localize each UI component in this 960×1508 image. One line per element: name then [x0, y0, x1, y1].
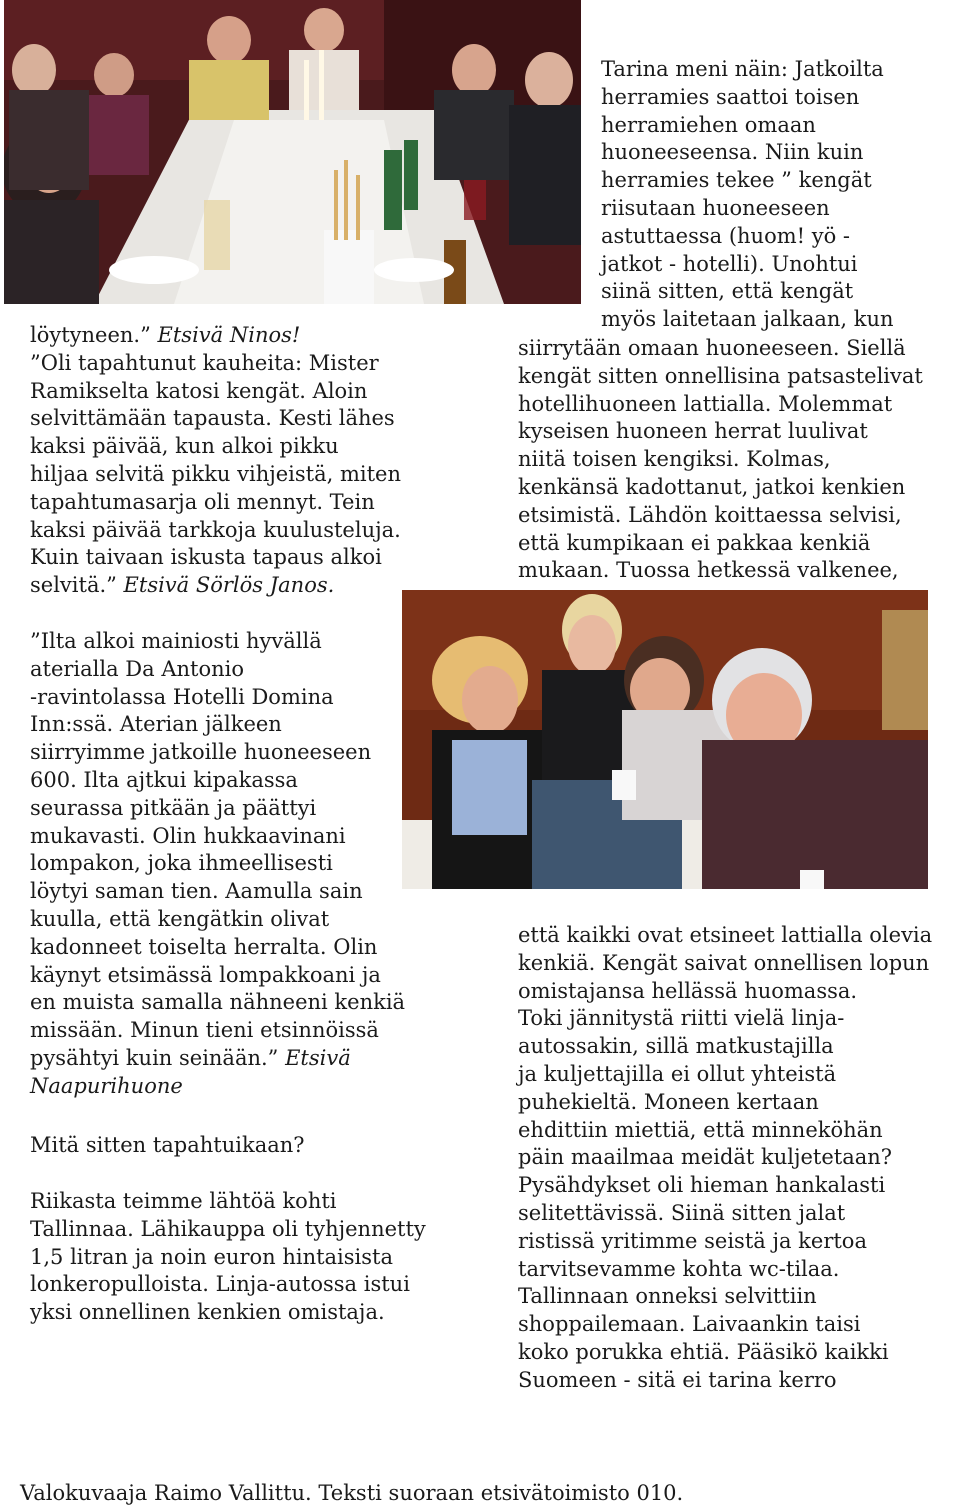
text-line: Pysähdykset oli hieman hankalasti: [518, 1173, 886, 1198]
text-line: etsimistä. Lähdön koittaessa selvisi,: [518, 502, 902, 527]
text-line: ristissä yritimme seistä ja kertoa: [518, 1228, 867, 1253]
photo-dinner-table: [4, 0, 581, 304]
signature: Etsivä Ninos!: [157, 323, 301, 347]
story-intro: [601, 56, 894, 334]
text-line: kyseisen huoneen herrat luulivat: [518, 419, 868, 444]
detective-testimony-1: [30, 322, 401, 600]
text-line: myös laitetaan jalkaan, kun: [601, 307, 894, 332]
text-line: -ravintolassa Hotelli Domina: [30, 684, 334, 709]
text-line: missään. Minun tieni etsinnöissä: [30, 1018, 379, 1043]
text-fragment: löytyneen.”: [30, 323, 158, 347]
text-line: mukavasti. Olin hukkaavinani: [30, 823, 346, 848]
text-line: ehdittiin miettiä, että minneköhän: [518, 1117, 883, 1142]
text-fragment: selvitä.”: [30, 573, 124, 598]
text-line: että kumpikaan ei pakkaa kenkiä: [518, 530, 871, 555]
story-ending: [518, 922, 932, 1395]
text-line: [30, 1045, 405, 1073]
text-line: kenkänsä kadottanut, jatkoi kenkien: [518, 474, 906, 499]
text-line: omistajansa hellässä huomassa.: [518, 978, 858, 1003]
text-line: kaksi päivää tarkkoja kuulusteluja.: [30, 517, 401, 542]
text-line: hotellihuoneen lattialla. Molemmat: [518, 391, 893, 416]
story-continued: [518, 335, 923, 585]
text-line: käynyt etsimässä lompakkoani ja: [30, 962, 381, 987]
text-line: lonkeropulloista. Linja-autossa istui: [30, 1272, 410, 1297]
text-line: huoneeseensa. Niin kuin: [601, 140, 864, 165]
text-line: [30, 322, 401, 350]
text-line: löytyi saman tien. Aamulla sain: [30, 879, 363, 904]
text-line: 600. Ilta ajtkui kipakassa: [30, 767, 298, 792]
text-line: en muista samalla nähneeni kenkiä: [30, 990, 406, 1015]
text-line: kaksi päivää, kun alkoi pikku: [30, 434, 339, 459]
text-line: Tallinnaa. Lähikauppa oli tyhjennetty: [30, 1216, 426, 1241]
text-line: puhekieltä. Moneen kertaan: [518, 1089, 819, 1114]
text-line: hiljaa selvitä pikku vihjeistä, miten: [30, 461, 401, 486]
text-line: Riikasta teimme lähtöä kohti: [30, 1189, 337, 1213]
text-line: kengät sitten onnellisina patsastelivat: [518, 363, 923, 388]
text-line: Toki jännitystä riitti vielä linja-: [518, 1006, 845, 1031]
text-line: Valokuvaaja Raimo Vallittu. Teksti suoraan etsivätoimisto 010.: [20, 1481, 684, 1505]
text-line: shoppailemaan. Laivaankin taisi: [518, 1312, 861, 1337]
group-photo-image: [402, 590, 928, 889]
text-line: siirryimme jatkoille huoneeseen: [30, 740, 372, 765]
text-line: herramies saattoi toisen: [601, 84, 860, 109]
text-line: Kuin taivaan iskusta tapaus alkoi: [30, 545, 382, 570]
trip-paragraph: [30, 1188, 426, 1327]
text-line: ja kuljettajilla ei ollut yhteistä: [518, 1061, 837, 1086]
text-line: siinä sitten, että kengät: [601, 279, 854, 304]
signature: Etsivä: [285, 1045, 351, 1070]
text-line: koko porukka ehtiä. Pääsikö kaikki: [518, 1339, 889, 1364]
text-line: Ramikselta katosi kengät. Aloin: [30, 378, 368, 403]
text-line: niitä toisen kengiksi. Kolmas,: [518, 447, 831, 472]
text-line: tapahtumasarja oli mennyt. Tein: [30, 489, 375, 514]
text-line: astuttaessa (huom! yö -: [601, 223, 851, 248]
text-line: seurassa pitkään ja päättyi: [30, 795, 317, 820]
text-line: autossakin, sillä matkustajilla: [518, 1034, 834, 1059]
text-line: ”Ilta alkoi mainiosti hyvällä: [30, 629, 322, 653]
text-line: Tallinnaan onneksi selvittiin: [518, 1284, 817, 1309]
text-line: ”Oli tapahtunut kauheita: Mister: [30, 350, 379, 375]
text-line: Tarina meni näin: Jatkoilta: [601, 57, 884, 81]
text-line: Inn:ssä. Aterian jälkeen: [30, 712, 282, 737]
text-line: yksi onnellinen kenkien omistaja.: [30, 1300, 385, 1325]
text-line: Mitä sitten tapahtuikaan?: [30, 1133, 305, 1157]
text-line: jatkot - hotelli). Unohtui: [601, 251, 858, 276]
text-line: selvittämään tapausta. Kesti lähes: [30, 406, 395, 431]
photo-group-couch: [402, 590, 928, 889]
text-line: lompakon, joka ihmeellisesti: [30, 851, 333, 876]
question-heading: [30, 1132, 305, 1160]
text-line: Suomeen - sitä ei tarina kerro: [518, 1367, 837, 1392]
detective-testimony-2: [30, 628, 405, 1101]
signature: Naapurihuone: [30, 1073, 183, 1098]
text-line: kenkiä. Kengät saivat onnellisen lopun: [518, 950, 930, 975]
text-fragment: pysähtyi kuin seinään.”: [30, 1045, 286, 1070]
text-line: [30, 572, 401, 600]
text-line: selitettävissä. Siinä sitten jalat: [518, 1200, 846, 1225]
dinner-photo-image: [4, 0, 581, 304]
text-line: tarvitsevamme kohta wc-tilaa.: [518, 1256, 840, 1281]
text-line: siirrytään omaan huoneeseen. Siellä: [518, 336, 906, 360]
photo-credit-footer: [20, 1480, 683, 1508]
text-line: kadonneet toiselta herralta. Olin: [30, 934, 378, 959]
text-line: aterialla Da Antonio: [30, 656, 244, 681]
text-line: riisutaan huoneeseen: [601, 195, 830, 220]
text-line: että kaikki ovat etsineet lattialla olevia: [518, 923, 933, 947]
signature: Etsivä Sörlös Janos.: [123, 573, 335, 598]
text-line: 1,5 litran ja noin euron hintaisista: [30, 1244, 393, 1269]
text-line: mukaan. Tuossa hetkessä valkenee,: [518, 558, 899, 583]
text-line: herramiehen omaan: [601, 112, 816, 137]
text-line: herramies tekee ” kengät: [601, 168, 872, 193]
text-line: päin maailmaa meidät kuljetetaan?: [518, 1145, 893, 1170]
text-line: kuulla, että kengätkin olivat: [30, 906, 330, 931]
